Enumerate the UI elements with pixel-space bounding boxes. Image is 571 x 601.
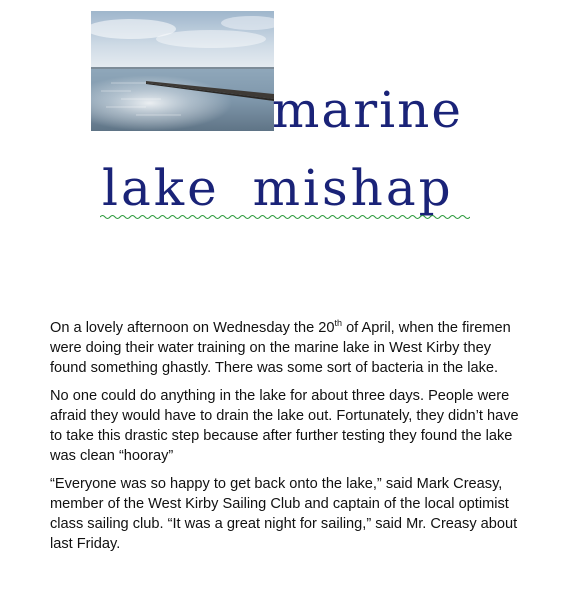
ordinal-suffix: th (334, 318, 343, 329)
article-body (50, 318, 530, 562)
lake-photo (91, 11, 274, 131)
headline-line-1: marine (272, 81, 463, 139)
paragraph-3: “Everyone was so happy to get back onto the lake,” said Mark Creasy, member of the West Kirby Sailing Club and captain of the local optimist class sailing club. “It was a great night for sailing,” said Mr. Creasy about last Friday. (50, 476, 518, 552)
spellcheck-underline (100, 214, 470, 220)
paragraph-1-start: On a lovely afternoon on Wednesday the 20 (50, 320, 335, 336)
headline-line-2: lake mishap (102, 159, 454, 217)
paragraph-2: No one could do anything in the lake for about three days. People were afraid they would have to drain the lake out. Fortunately, they didn’t have to take this drastic step because after further testing they found the lake was clean “hooray” (50, 388, 519, 464)
paragraph-1 (50, 318, 530, 378)
paragraph-1-end: of April, when the firemen were doing their water training on the marine lake in West Kirby they found something ghastly. There was some sort of bacteria in the lake. (50, 320, 511, 376)
